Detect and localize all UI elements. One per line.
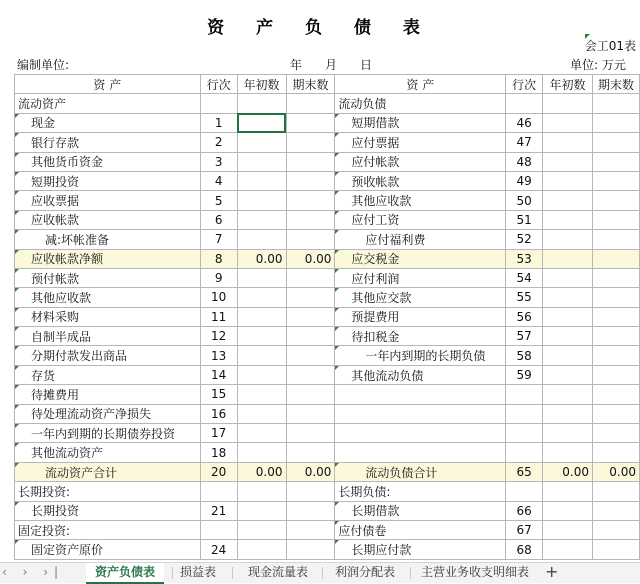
- cell-l[interactable]: 流动负债: [335, 94, 506, 113]
- day-label: 日: [360, 58, 373, 72]
- col-header-end2[interactable]: 期末数: [592, 75, 639, 94]
- cell-comment-marker-icon: [15, 540, 19, 544]
- cell-le[interactable]: [592, 520, 639, 539]
- cell-ae[interactable]: [286, 404, 335, 423]
- cell-comment-marker-icon: [15, 366, 19, 370]
- cell-comment-marker-icon: [15, 114, 19, 118]
- cell-a[interactable]: 一年内到期的长期债券投资: [15, 424, 201, 443]
- cell-comment-marker-icon: [15, 405, 19, 409]
- sheet-tab-bar: [0, 562, 640, 583]
- cell-ln[interactable]: 53: [506, 249, 543, 268]
- cell-ab[interactable]: [237, 210, 286, 229]
- tab-profit-distribution[interactable]: 利润分配表: [334, 565, 395, 579]
- comment-marker-icon: [585, 34, 590, 39]
- cell-a[interactable]: 分期付款发出商品: [15, 346, 201, 365]
- cell-a[interactable]: 应收票据: [15, 191, 201, 210]
- cell-l[interactable]: 预收帐款: [335, 171, 506, 190]
- cell-an[interactable]: 5: [200, 191, 237, 210]
- cell-ln[interactable]: 59: [506, 365, 543, 384]
- cell-le[interactable]: [592, 191, 639, 210]
- unit-label: 编制单位:: [17, 58, 70, 72]
- cell-ab[interactable]: [237, 501, 286, 520]
- cell-comment-marker-icon: [335, 288, 339, 292]
- cell-comment-marker-icon: [335, 463, 339, 467]
- table-row: [15, 462, 640, 481]
- cell-a[interactable]: 流动资产: [15, 94, 201, 113]
- cell-lb[interactable]: [543, 540, 593, 559]
- cell-ae[interactable]: [286, 230, 335, 249]
- cell-le[interactable]: [592, 424, 639, 443]
- cell-ab[interactable]: [237, 288, 286, 307]
- cell-ab[interactable]: [237, 133, 286, 152]
- cell-l[interactable]: [335, 424, 506, 443]
- cell-lb[interactable]: [543, 152, 593, 171]
- cell-ae[interactable]: [286, 443, 335, 462]
- cell-le[interactable]: [592, 443, 639, 462]
- cell-lb[interactable]: [543, 443, 593, 462]
- tab-divider: [172, 567, 173, 579]
- cell-ae[interactable]: [286, 113, 335, 132]
- cell-a[interactable]: 应收帐款: [15, 210, 201, 229]
- cell-ae[interactable]: 0.00: [286, 249, 335, 268]
- cell-ln[interactable]: 65: [506, 462, 543, 481]
- cell-l[interactable]: 应付债卷: [335, 520, 506, 539]
- cell-comment-marker-icon: [335, 269, 339, 273]
- cell-lb[interactable]: [543, 346, 593, 365]
- cell-le[interactable]: [592, 152, 639, 171]
- cell-ae[interactable]: 0.00: [286, 462, 335, 481]
- cell-comment-marker-icon: [335, 250, 339, 254]
- tab-income-statement[interactable]: 损益表: [179, 565, 216, 579]
- cell-l[interactable]: 预提费用: [335, 307, 506, 326]
- cell-comment-marker-icon: [15, 250, 19, 254]
- cell-a[interactable]: 减:坏帐准备: [15, 230, 201, 249]
- cell-le[interactable]: [592, 501, 639, 520]
- cell-le[interactable]: [592, 482, 639, 501]
- cell-a[interactable]: 其他流动资产: [15, 443, 201, 462]
- table-row: [15, 424, 640, 443]
- cell-l[interactable]: 其他流动负债: [335, 365, 506, 384]
- cell-ln[interactable]: [506, 482, 543, 501]
- cell-comment-marker-icon: [15, 327, 19, 331]
- cell-comment-marker-icon: [335, 211, 339, 215]
- cell-l[interactable]: 应付利润: [335, 268, 506, 287]
- cell-l[interactable]: 应付帐款: [335, 152, 506, 171]
- cell-comment-marker-icon: [15, 346, 19, 350]
- cell-l[interactable]: [335, 404, 506, 423]
- col-header-line[interactable]: 行次: [200, 75, 237, 94]
- cell-le[interactable]: [592, 268, 639, 287]
- cell-ab[interactable]: [237, 443, 286, 462]
- cell-an[interactable]: 18: [200, 443, 237, 462]
- cell-l[interactable]: 长期应付款: [335, 540, 506, 559]
- table-row: [15, 113, 640, 132]
- cell-comment-marker-icon: [335, 172, 339, 176]
- year-label: 年: [290, 58, 303, 72]
- month-label: 月: [325, 58, 338, 72]
- cell-l[interactable]: 其他应交款: [335, 288, 506, 307]
- cell-an[interactable]: 14: [200, 365, 237, 384]
- cell-a[interactable]: 材料采购: [15, 307, 201, 326]
- cell-ab[interactable]: [237, 94, 286, 113]
- table-row: [15, 327, 640, 346]
- cell-l[interactable]: 长期负债:: [335, 482, 506, 501]
- cell-le[interactable]: [592, 113, 639, 132]
- cell-an[interactable]: 2: [200, 133, 237, 152]
- cell-ln[interactable]: 68: [506, 540, 543, 559]
- cell-l[interactable]: 应付工资: [335, 210, 506, 229]
- cell-lb[interactable]: [543, 268, 593, 287]
- cell-ae[interactable]: [286, 152, 335, 171]
- cell-le[interactable]: [592, 385, 639, 404]
- cell-an[interactable]: 3: [200, 152, 237, 171]
- cell-comment-marker-icon: [335, 366, 339, 370]
- cell-ab[interactable]: 0.00: [237, 462, 286, 481]
- cell-le[interactable]: [592, 171, 639, 190]
- cell-comment-marker-icon: [15, 133, 19, 137]
- cell-le[interactable]: 0.00: [592, 462, 639, 481]
- cell-a[interactable]: 存货: [15, 365, 201, 384]
- tab-cash-flow[interactable]: 现金流量表: [247, 565, 308, 579]
- cell-ab[interactable]: [237, 404, 286, 423]
- cell-an[interactable]: 6: [200, 210, 237, 229]
- cell-l[interactable]: 应交税金: [335, 249, 506, 268]
- cell-lb[interactable]: [543, 424, 593, 443]
- cell-ab[interactable]: [237, 424, 286, 443]
- cell-an[interactable]: 11: [200, 307, 237, 326]
- cell-an[interactable]: 12: [200, 327, 237, 346]
- cell-ln[interactable]: [506, 404, 543, 423]
- cell-le[interactable]: [592, 133, 639, 152]
- cell-ae[interactable]: [286, 210, 335, 229]
- tab-divider: [410, 567, 411, 579]
- cell-comment-marker-icon: [15, 191, 19, 195]
- cell-ln[interactable]: 49: [506, 171, 543, 190]
- cell-comment-marker-icon: [15, 153, 19, 157]
- cell-ln[interactable]: [506, 424, 543, 443]
- cell-a[interactable]: 待摊费用: [15, 385, 201, 404]
- cell-an[interactable]: 21: [200, 501, 237, 520]
- cell-an[interactable]: 17: [200, 424, 237, 443]
- cell-lb[interactable]: [543, 171, 593, 190]
- cell-ae[interactable]: [286, 385, 335, 404]
- cell-an[interactable]: 8: [200, 249, 237, 268]
- table-row: [15, 404, 640, 423]
- cell-a[interactable]: 银行存款: [15, 133, 201, 152]
- cell-ln[interactable]: 46: [506, 113, 543, 132]
- table-row: [15, 210, 640, 229]
- cell-comment-marker-icon: [335, 502, 339, 506]
- col-header-line2[interactable]: 行次: [506, 75, 543, 94]
- cell-a[interactable]: 应收帐款净额: [15, 249, 201, 268]
- currency-unit: 单位: 万元: [570, 58, 626, 72]
- table-row: [15, 171, 640, 190]
- cell-ae[interactable]: [286, 424, 335, 443]
- cell-an[interactable]: [200, 520, 237, 539]
- cell-le[interactable]: [592, 210, 639, 229]
- cell-lb[interactable]: [543, 249, 593, 268]
- cell-a[interactable]: 长期投资: [15, 501, 201, 520]
- form-number: [585, 37, 636, 54]
- cell-ab[interactable]: [237, 327, 286, 346]
- cell-ab[interactable]: [237, 171, 286, 190]
- cell-ln[interactable]: 47: [506, 133, 543, 152]
- cell-le[interactable]: [592, 307, 639, 326]
- cell-a[interactable]: 流动资产合计: [15, 462, 201, 481]
- cell-ab[interactable]: [237, 365, 286, 384]
- cell-ab[interactable]: [237, 346, 286, 365]
- cell-ab[interactable]: [237, 540, 286, 559]
- cell-an[interactable]: 13: [200, 346, 237, 365]
- add-sheet-icon[interactable]: +: [545, 562, 559, 581]
- cell-comment-marker-icon: [15, 502, 19, 506]
- cell-comment-marker-icon: [15, 230, 19, 234]
- cell-a[interactable]: 其他应收款: [15, 288, 201, 307]
- cell-ln[interactable]: 52: [506, 230, 543, 249]
- cell-ln[interactable]: 58: [506, 346, 543, 365]
- cell-comment-marker-icon: [15, 308, 19, 312]
- table-row: [15, 191, 640, 210]
- cell-l[interactable]: [335, 443, 506, 462]
- cell-l[interactable]: [335, 385, 506, 404]
- cell-ae[interactable]: [286, 327, 335, 346]
- cell-ae[interactable]: [286, 268, 335, 287]
- cell-comment-marker-icon: [15, 269, 19, 273]
- cell-an[interactable]: 9: [200, 268, 237, 287]
- form-number-text: 会工01表: [584, 39, 636, 53]
- table-row: [15, 307, 640, 326]
- cell-an[interactable]: 7: [200, 230, 237, 249]
- cell-a[interactable]: 待处理流动资产净损失: [15, 404, 201, 423]
- table-row: [15, 288, 640, 307]
- table-row: [15, 365, 640, 384]
- col-header-end[interactable]: 期末数: [286, 75, 335, 94]
- cell-l[interactable]: 应付票据: [335, 133, 506, 152]
- cell-lb[interactable]: [543, 191, 593, 210]
- cell-comment-marker-icon: [335, 521, 339, 525]
- cell-ln[interactable]: 51: [506, 210, 543, 229]
- cell-le[interactable]: [592, 230, 639, 249]
- cell-an[interactable]: 16: [200, 404, 237, 423]
- cell-ln[interactable]: 48: [506, 152, 543, 171]
- cell-l[interactable]: 流动负债合计: [335, 462, 506, 481]
- table-row: [15, 133, 640, 152]
- cell-lb[interactable]: [543, 113, 593, 132]
- cell-comment-marker-icon: [335, 191, 339, 195]
- cell-comment-marker-icon: [335, 230, 339, 234]
- cell-lb[interactable]: [543, 385, 593, 404]
- cell-ae[interactable]: [286, 501, 335, 520]
- cell-ln[interactable]: [506, 385, 543, 404]
- cell-ae[interactable]: [286, 133, 335, 152]
- cell-lb[interactable]: [543, 94, 593, 113]
- cell-lb[interactable]: [543, 327, 593, 346]
- cell-a[interactable]: 预付帐款: [15, 268, 201, 287]
- cell-a[interactable]: 长期投资:: [15, 482, 201, 501]
- cell-a[interactable]: 固定投资:: [15, 520, 201, 539]
- cell-ln[interactable]: 56: [506, 307, 543, 326]
- cell-comment-marker-icon: [15, 443, 19, 447]
- cell-a[interactable]: 固定资产原价: [15, 540, 201, 559]
- cell-lb[interactable]: [543, 133, 593, 152]
- cell-an[interactable]: [200, 94, 237, 113]
- table-row: [15, 94, 640, 113]
- table-row: [15, 482, 640, 501]
- cell-ln[interactable]: 50: [506, 191, 543, 210]
- cell-ln[interactable]: 66: [506, 501, 543, 520]
- cell-le[interactable]: [592, 540, 639, 559]
- cell-ln[interactable]: [506, 443, 543, 462]
- cell-an[interactable]: 4: [200, 171, 237, 190]
- cell-comment-marker-icon: [15, 463, 19, 467]
- cell-lb[interactable]: [543, 288, 593, 307]
- tab-divider: [232, 567, 233, 579]
- cell-l[interactable]: 应付福利费: [335, 230, 506, 249]
- cell-l[interactable]: 长期借款: [335, 501, 506, 520]
- cell-ab[interactable]: [237, 191, 286, 210]
- cell-an[interactable]: 20: [200, 462, 237, 481]
- table-row: [15, 268, 640, 287]
- cell-comment-marker-icon: [335, 114, 339, 118]
- cell-ab[interactable]: 0.00: [237, 249, 286, 268]
- cell-ln[interactable]: 54: [506, 268, 543, 287]
- cell-lb[interactable]: [543, 230, 593, 249]
- cell-ae[interactable]: [286, 346, 335, 365]
- cell-lb[interactable]: [543, 482, 593, 501]
- cell-ab[interactable]: [237, 113, 286, 132]
- table-row: [15, 520, 640, 539]
- cell-an[interactable]: 10: [200, 288, 237, 307]
- tab-balance-sheet[interactable]: 资产负债表: [86, 563, 164, 584]
- cell-ae[interactable]: [286, 540, 335, 559]
- table-row: [15, 230, 640, 249]
- cell-l[interactable]: 待扣税金: [335, 327, 506, 346]
- sheet-title: 资 产 负 债 表: [207, 18, 433, 38]
- cell-ab[interactable]: [237, 307, 286, 326]
- cell-ab[interactable]: [237, 520, 286, 539]
- sheet-nav-arrows-icon[interactable]: ‹ › ›|: [2, 565, 65, 579]
- cell-ae[interactable]: [286, 520, 335, 539]
- cell-comment-marker-icon: [335, 308, 339, 312]
- cell-l[interactable]: 短期借款: [335, 113, 506, 132]
- table-row: [15, 501, 640, 520]
- cell-lb[interactable]: [543, 307, 593, 326]
- cell-comment-marker-icon: [15, 211, 19, 215]
- cell-ab[interactable]: [237, 385, 286, 404]
- cell-le[interactable]: [592, 365, 639, 384]
- cell-le[interactable]: [592, 327, 639, 346]
- balance-sheet-table: [14, 74, 640, 560]
- cell-ae[interactable]: [286, 171, 335, 190]
- cell-comment-marker-icon: [15, 424, 19, 428]
- table-row: [15, 152, 640, 171]
- cell-a[interactable]: 自制半成品: [15, 327, 201, 346]
- cell-le[interactable]: [592, 346, 639, 365]
- col-header-begin2[interactable]: 年初数: [543, 75, 593, 94]
- cell-lb[interactable]: [543, 210, 593, 229]
- cell-comment-marker-icon: [335, 327, 339, 331]
- cell-lb[interactable]: [543, 520, 593, 539]
- cell-ln[interactable]: 67: [506, 520, 543, 539]
- cell-an[interactable]: 15: [200, 385, 237, 404]
- cell-ln[interactable]: 55: [506, 288, 543, 307]
- cell-le[interactable]: [592, 94, 639, 113]
- cell-an[interactable]: 1: [200, 113, 237, 132]
- cell-ab[interactable]: [237, 230, 286, 249]
- cell-l[interactable]: 一年内到期的长期负债: [335, 346, 506, 365]
- cell-lb[interactable]: [543, 404, 593, 423]
- table-row: [15, 249, 640, 268]
- table-row: [15, 385, 640, 404]
- cell-lb[interactable]: 0.00: [543, 462, 593, 481]
- cell-l[interactable]: 其他应收款: [335, 191, 506, 210]
- tab-divider: [322, 567, 323, 579]
- table-row: [15, 443, 640, 462]
- cell-a[interactable]: 其他货币资金: [15, 152, 201, 171]
- cell-comment-marker-icon: [335, 133, 339, 137]
- col-header-asset[interactable]: 资 产: [15, 75, 201, 94]
- cell-ln[interactable]: [506, 94, 543, 113]
- cell-ae[interactable]: [286, 482, 335, 501]
- cell-ae[interactable]: [286, 288, 335, 307]
- cell-comment-marker-icon: [15, 385, 19, 389]
- cell-ab[interactable]: [237, 268, 286, 287]
- cell-lb[interactable]: [543, 501, 593, 520]
- cell-an[interactable]: 24: [200, 540, 237, 559]
- cell-a[interactable]: 现金: [15, 113, 201, 132]
- cell-ae[interactable]: [286, 191, 335, 210]
- cell-le[interactable]: [592, 288, 639, 307]
- col-header-liability[interactable]: 资 产: [335, 75, 506, 94]
- cell-comment-marker-icon: [15, 288, 19, 292]
- cell-comment-marker-icon: [335, 540, 339, 544]
- cell-ln[interactable]: 57: [506, 327, 543, 346]
- cell-an[interactable]: [200, 482, 237, 501]
- cell-ab[interactable]: [237, 482, 286, 501]
- table-row: [15, 346, 640, 365]
- cell-le[interactable]: [592, 249, 639, 268]
- cell-a[interactable]: 短期投资: [15, 171, 201, 190]
- cell-ae[interactable]: [286, 365, 335, 384]
- tab-main-business[interactable]: 主营业务收支明细表: [420, 565, 529, 579]
- cell-comment-marker-icon: [335, 153, 339, 157]
- cell-comment-marker-icon: [15, 172, 19, 176]
- col-header-begin[interactable]: 年初数: [237, 75, 286, 94]
- cell-ab[interactable]: [237, 152, 286, 171]
- cell-ae[interactable]: [286, 307, 335, 326]
- cell-comment-marker-icon: [335, 346, 339, 350]
- cell-le[interactable]: [592, 404, 639, 423]
- table-row: [15, 540, 640, 559]
- cell-lb[interactable]: [543, 365, 593, 384]
- cell-ae[interactable]: [286, 94, 335, 113]
